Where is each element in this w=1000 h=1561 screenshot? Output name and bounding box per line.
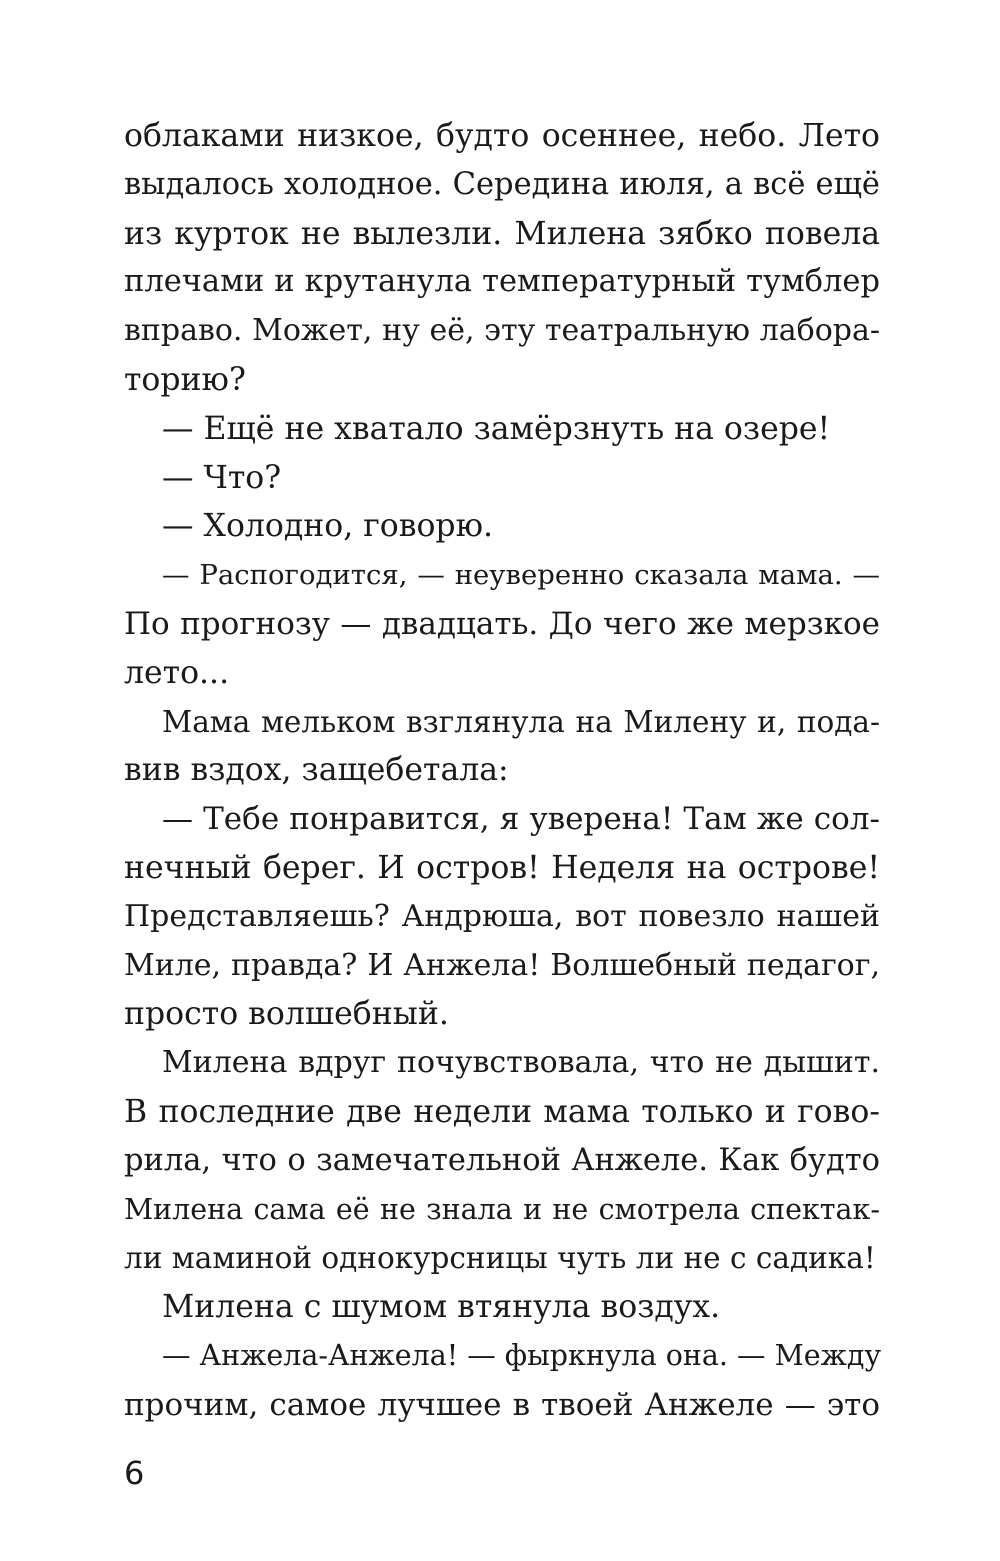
- text-line: вправо. Может, ну её, эту театральную лабора-: [124, 313, 880, 349]
- text-line: выдалось холодное. Середина июля, а всё ещё: [124, 166, 880, 202]
- text-line: плечами и крутанула температурный тумблер: [124, 264, 880, 300]
- text-line: Милена вдруг почувствовала, что не дышит.: [162, 1045, 880, 1081]
- text-line: — Распогодится, — неуверенно сказала мама. —: [162, 559, 880, 592]
- text-line: просто волшебный.: [124, 996, 449, 1033]
- text-line: облаками низкое, будто осеннее, небо. Лето: [124, 118, 880, 154]
- text-line: лето...: [124, 654, 230, 691]
- text-line: — Холодно, говорю.: [162, 508, 494, 545]
- text-line: ли маминой однокурсницы чуть ли не с садика!: [124, 1241, 876, 1276]
- body-text: [124, 112, 880, 1430]
- text-line: нечный берег. И остров! Неделя на острове!: [124, 849, 880, 886]
- text-line: Миле, правда? И Анжела! Волшебный педагог,: [124, 947, 880, 983]
- text-line: В последние две недели мама только и гово-: [124, 1093, 880, 1130]
- text-line: Мама мельком взглянула на Милену и, пода-: [162, 704, 880, 739]
- text-line: торию?: [124, 361, 246, 398]
- text-line: По прогнозу — двадцать. До чего же мерзкое: [124, 605, 880, 642]
- page-number: 6: [124, 1454, 145, 1492]
- text-line: — Что?: [162, 459, 282, 496]
- text-line: — Тебе понравится, я уверена! Там же сол-: [162, 801, 880, 838]
- text-line: Милена с шумом втянула воздух.: [162, 1289, 721, 1326]
- text-line: вив вздох, защебетала:: [124, 752, 509, 789]
- text-line: — Ещё не хватало замёрзнуть на озере!: [162, 410, 831, 447]
- text-line: из курток не вылезли. Милена зябко повела: [124, 215, 880, 252]
- text-line: рила, что о замечательной Анжеле. Как будто: [124, 1142, 880, 1178]
- text-line: — Анжела-Анжела! — фыркнула она. — Между: [162, 1338, 882, 1372]
- text-line: прочим, самое лучшее в твоей Анжеле — это: [124, 1386, 880, 1423]
- text-line: Милена сама её не знала и не смотрела спектак-: [124, 1192, 880, 1226]
- text-line: Представляешь? Андрюша, вот повезло нашей: [124, 898, 880, 934]
